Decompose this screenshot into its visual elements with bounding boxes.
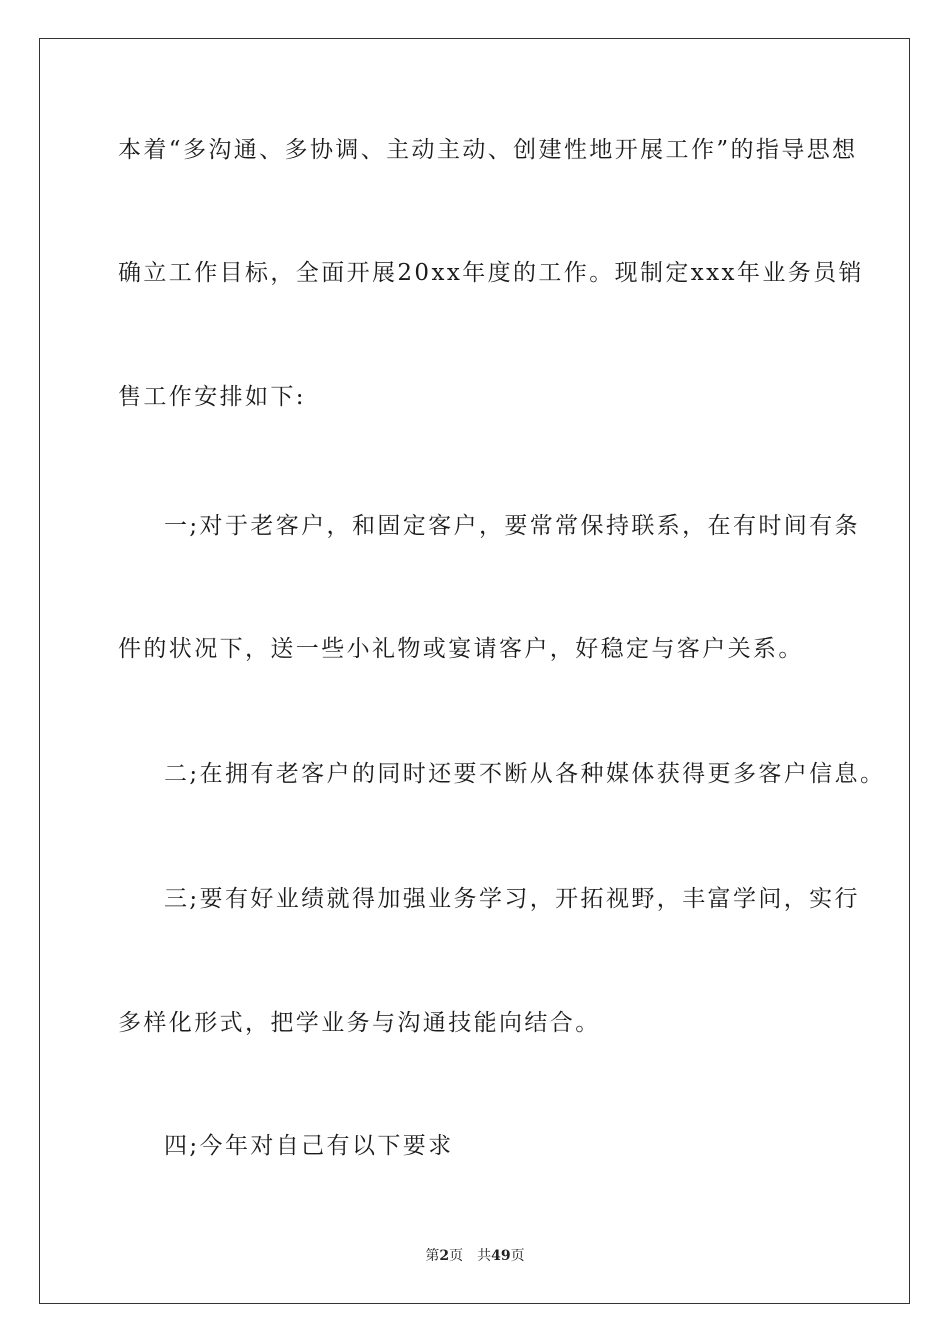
footer-page-total: 49 [491, 1248, 511, 1264]
paragraph-1-line-2: 确立工作目标，全面开展20xx年度的工作。现制定xxx年业务员销 [118, 260, 864, 286]
footer-total-prefix: 共 [477, 1248, 492, 1264]
paragraph-1-line-3: 售工作安排如下: [118, 384, 306, 410]
footer-page-suffix: 页 [449, 1248, 464, 1264]
paragraph-5-line-1: 四;今年对自己有以下要求 [164, 1133, 454, 1159]
paragraph-2-line-1: 一;对于老客户，和固定客户，要常常保持联系，在有时间有条 [164, 513, 860, 539]
footer-total-suffix: 页 [510, 1248, 525, 1264]
paragraph-4-line-1: 三;要有好业绩就得加强业务学习，开拓视野，丰富学问，实行 [164, 886, 860, 912]
footer-page-current: 2 [439, 1248, 450, 1264]
paragraph-4-line-2: 多样化形式，把学业务与沟通技能向结合。 [118, 1010, 601, 1036]
paragraph-3-line-1: 二;在拥有老客户的同时还要不断从各种媒体获得更多客户信息。 [164, 761, 886, 787]
paragraph-1-line-1: 本着“多沟通、多协调、主动主动、创建性地开展工作”的指导思想 [118, 137, 858, 163]
page-footer [0, 1247, 950, 1265]
paragraph-2-line-2: 件的状况下，送一些小礼物或宴请客户，好稳定与客户关系。 [118, 636, 804, 662]
page-border [39, 38, 910, 1304]
footer-page-prefix: 第 [425, 1248, 440, 1264]
